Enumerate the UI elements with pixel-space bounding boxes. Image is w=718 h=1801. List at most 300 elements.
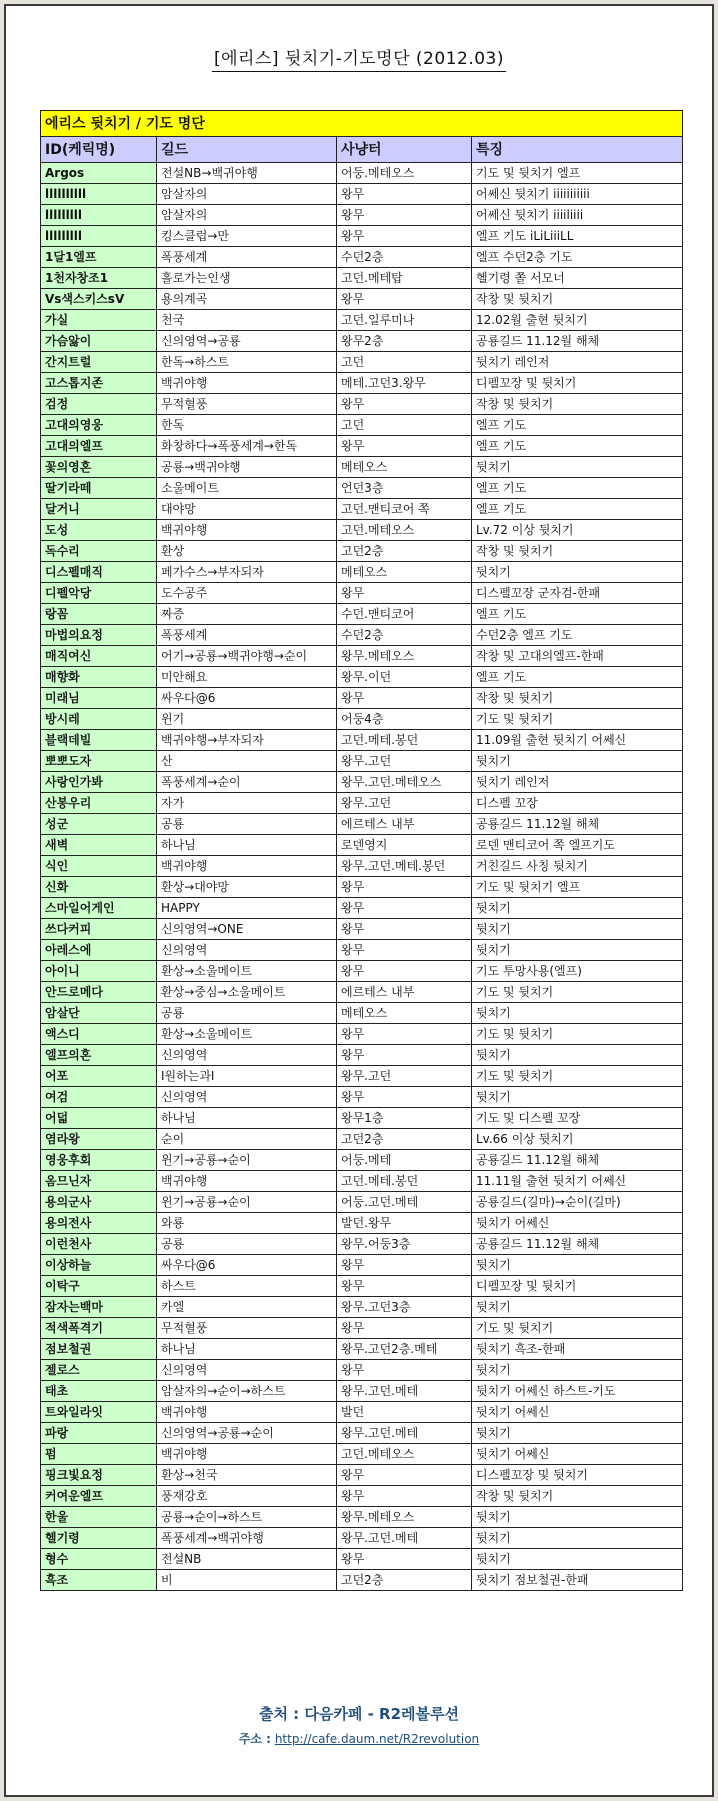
cell-guild: 환상→대야망: [157, 877, 337, 898]
table-row: [41, 520, 683, 541]
table-row: [41, 1234, 683, 1255]
address-line: [6, 1730, 712, 1747]
table-row: [41, 457, 683, 478]
cell-guild: 백귀야행: [157, 856, 337, 877]
table-row: [41, 1129, 683, 1150]
cell-id: 고대의엘프: [41, 436, 157, 457]
cell-id: lllllllll: [41, 226, 157, 247]
cell-id: 엘프의혼: [41, 1045, 157, 1066]
cell-id: 헬기령: [41, 1528, 157, 1549]
table-row: [41, 730, 683, 751]
table-row: [41, 247, 683, 268]
cell-id: 가슴앓이: [41, 331, 157, 352]
table-row: [41, 478, 683, 499]
table-row: [41, 1003, 683, 1024]
cell-hunting-ground: 왕무: [337, 1024, 472, 1045]
cell-feature: 뒷치기: [472, 1003, 683, 1024]
cell-id: 디스펠매직: [41, 562, 157, 583]
table-banner: 에리스 뒷치기 / 기도 명단: [41, 111, 683, 137]
cell-hunting-ground: 왕무.이던: [337, 667, 472, 688]
table-row: [41, 352, 683, 373]
cell-guild: 암살자의: [157, 184, 337, 205]
cell-feature: 엘프 기도: [472, 478, 683, 499]
cell-hunting-ground: 고던.메테오스: [337, 520, 472, 541]
cell-guild: 홀로가는인생: [157, 268, 337, 289]
cell-hunting-ground: 수던.맨티코어: [337, 604, 472, 625]
table-row: [41, 625, 683, 646]
table-row: [41, 814, 683, 835]
cell-hunting-ground: 왕무: [337, 205, 472, 226]
cell-id: 흑조: [41, 1570, 157, 1591]
cell-guild: 전설NB→백귀야행: [157, 163, 337, 184]
cell-id: 독수리: [41, 541, 157, 562]
table-row: [41, 184, 683, 205]
cell-guild: 미안해요: [157, 667, 337, 688]
cell-feature: 뒷치기: [472, 1087, 683, 1108]
cell-id: 달거니: [41, 499, 157, 520]
table-row: [41, 646, 683, 667]
table-row: [41, 856, 683, 877]
cell-feature: 작창 및 뒷치기: [472, 688, 683, 709]
cell-id: 암살단: [41, 1003, 157, 1024]
cell-guild: 공룡→순이→하스트: [157, 1507, 337, 1528]
cell-id: 안드로메다: [41, 982, 157, 1003]
cell-hunting-ground: 왕무: [337, 898, 472, 919]
table-row: [41, 310, 683, 331]
cell-hunting-ground: 왕무: [337, 919, 472, 940]
cell-hunting-ground: 왕무: [337, 1549, 472, 1570]
table-row: [41, 793, 683, 814]
cell-id: 옴므닌자: [41, 1171, 157, 1192]
cell-guild: 킹스클럽→만: [157, 226, 337, 247]
cell-guild: 하나님: [157, 1108, 337, 1129]
cell-hunting-ground: 고던2층: [337, 1570, 472, 1591]
cell-hunting-ground: 고던.일루미나: [337, 310, 472, 331]
cell-feature: 디펠꼬장 및 뒷치기: [472, 373, 683, 394]
cell-hunting-ground: 왕무: [337, 436, 472, 457]
cell-guild: 천국: [157, 310, 337, 331]
cell-hunting-ground: 왕무.고던.메테오스: [337, 772, 472, 793]
cell-guild: 윈기: [157, 709, 337, 730]
cell-feature: 엘프 기도: [472, 604, 683, 625]
cell-id: 사랑인가봐: [41, 772, 157, 793]
cell-guild: 백귀야행: [157, 1444, 337, 1465]
cell-id: 1천자창조1: [41, 268, 157, 289]
table-row: [41, 226, 683, 247]
cell-feature: 엘프 기도: [472, 415, 683, 436]
cell-id: 영웅후회: [41, 1150, 157, 1171]
table-row: [41, 1402, 683, 1423]
cell-feature: 기도 및 디스펠 꼬장: [472, 1108, 683, 1129]
cell-guild: 신의영역: [157, 1045, 337, 1066]
source-credit: 출처 : 다음카페 - R2레볼루션: [258, 1705, 459, 1723]
cell-id: 꽃의영혼: [41, 457, 157, 478]
cell-guild: 윈기→공룡→순이: [157, 1150, 337, 1171]
cell-feature: 헬기령 쫄 서모너: [472, 268, 683, 289]
table-row: [41, 163, 683, 184]
table-row: [41, 1570, 683, 1591]
cell-feature: 뒷치기 흑조-한패: [472, 1339, 683, 1360]
cell-hunting-ground: 왕무: [337, 1318, 472, 1339]
cell-id: 고대의영웅: [41, 415, 157, 436]
table-row: [41, 1024, 683, 1045]
cell-guild: 비: [157, 1570, 337, 1591]
cell-guild: 페가수스→부자되자: [157, 562, 337, 583]
cell-guild: 신의영역→ONE: [157, 919, 337, 940]
cell-guild: 공룡: [157, 1003, 337, 1024]
cell-feature: 어쎄신 뒷치기 iiiiiiiiiii: [472, 184, 683, 205]
cell-hunting-ground: 고던: [337, 415, 472, 436]
cell-id: 여검: [41, 1087, 157, 1108]
cell-id: 트와일라잇: [41, 1402, 157, 1423]
table-row: [41, 268, 683, 289]
cell-feature: 어쎄신 뒷치기 iiiiliiii: [472, 205, 683, 226]
table-row: [41, 583, 683, 604]
cell-guild: 암살자의→순이→하스트: [157, 1381, 337, 1402]
cell-id: 형수: [41, 1549, 157, 1570]
cell-hunting-ground: 왕무.메테오스: [337, 646, 472, 667]
cell-hunting-ground: 왕무: [337, 877, 472, 898]
table-row: [41, 1045, 683, 1066]
cell-feature: 11.09월 출현 뒷치기 어쎄신: [472, 730, 683, 751]
cell-feature: 12.02월 출현 뒷치기: [472, 310, 683, 331]
cell-id: 도성: [41, 520, 157, 541]
cell-id: 이상하늘: [41, 1255, 157, 1276]
cell-id: 적색폭격기: [41, 1318, 157, 1339]
cell-hunting-ground: 발던.왕무: [337, 1213, 472, 1234]
table-row: [41, 436, 683, 457]
cell-feature: Lv.66 이상 뒷치기: [472, 1129, 683, 1150]
cell-id: 1달1엘프: [41, 247, 157, 268]
cell-feature: 뒷치기: [472, 940, 683, 961]
cell-guild: HAPPY: [157, 898, 337, 919]
cell-id: Argos: [41, 163, 157, 184]
header-feature: 특징: [472, 137, 683, 163]
cell-guild: 백귀야행→부자되자: [157, 730, 337, 751]
cell-id: 식인: [41, 856, 157, 877]
cell-guild: 환상→소울메이트: [157, 961, 337, 982]
cell-hunting-ground: 고던2층: [337, 1129, 472, 1150]
cell-id: 잠자는백마: [41, 1297, 157, 1318]
cell-hunting-ground: 왕무: [337, 1360, 472, 1381]
cell-feature: 뒷치기: [472, 898, 683, 919]
cell-hunting-ground: 왕무.고던: [337, 1066, 472, 1087]
cell-feature: 뒷치기: [472, 1549, 683, 1570]
cell-guild: 소울메이트: [157, 478, 337, 499]
cell-guild: 신의영역: [157, 1087, 337, 1108]
cell-guild: 도수공주: [157, 583, 337, 604]
cell-guild: 폭풍세계→백귀야행: [157, 1528, 337, 1549]
cell-id: 염라왕: [41, 1129, 157, 1150]
cell-feature: 엘프 수던2층 기도: [472, 247, 683, 268]
cell-hunting-ground: 왕무: [337, 289, 472, 310]
cell-id: 디펠악당: [41, 583, 157, 604]
table-row: [41, 499, 683, 520]
cell-hunting-ground: 메테오스: [337, 1003, 472, 1024]
cell-id: 한울: [41, 1507, 157, 1528]
cell-feature: 디스펠꼬장 및 뒷치기: [472, 1465, 683, 1486]
cell-guild: 공룡: [157, 814, 337, 835]
cell-feature: 수던2층 엘프 기도: [472, 625, 683, 646]
cell-hunting-ground: 고던.메테탑: [337, 268, 472, 289]
cell-feature: 엘프 기도: [472, 436, 683, 457]
cell-hunting-ground: 고던2층: [337, 541, 472, 562]
cell-hunting-ground: 왕무: [337, 184, 472, 205]
cell-feature: 기도 및 뒷치기: [472, 709, 683, 730]
cell-hunting-ground: 에르테스 내부: [337, 982, 472, 1003]
cell-feature: 작창 및 뒷치기: [472, 541, 683, 562]
cell-hunting-ground: 왕무: [337, 583, 472, 604]
table-row: [41, 205, 683, 226]
cell-id: 아이니: [41, 961, 157, 982]
cell-guild: 환상→소울메이트: [157, 1024, 337, 1045]
cell-id: 이런천사: [41, 1234, 157, 1255]
cell-feature: 뒷치기 레인저: [472, 352, 683, 373]
cell-id: 고스톱지존: [41, 373, 157, 394]
table-row: [41, 1276, 683, 1297]
cell-id: 스마일어게인: [41, 898, 157, 919]
cell-feature: 뒷치기: [472, 1297, 683, 1318]
cell-guild: 신의영역→공룡: [157, 331, 337, 352]
cell-guild: 하스트: [157, 1276, 337, 1297]
page-title: [에리스] 뒷치기-기도명단 (2012.03): [6, 44, 712, 69]
cell-guild: 화창하다→폭풍세계→한독: [157, 436, 337, 457]
cell-id: llllllllll: [41, 184, 157, 205]
cell-guild: 하나님: [157, 1339, 337, 1360]
cell-feature: 공룡길드 11.12월 해체: [472, 331, 683, 352]
cell-guild: 폭풍세계→순이: [157, 772, 337, 793]
cell-id: 용의전사: [41, 1213, 157, 1234]
cafe-link[interactable]: http://cafe.daum.net/R2revolution: [274, 1732, 480, 1746]
cell-guild: 환상→중심→소울메이트: [157, 982, 337, 1003]
cell-feature: 디펠꼬장 및 뒷치기: [472, 1276, 683, 1297]
cell-feature: 디스펠 꼬장: [472, 793, 683, 814]
table-row: [41, 709, 683, 730]
table-row: [41, 877, 683, 898]
table-row: [41, 751, 683, 772]
cell-hunting-ground: 메테오스: [337, 457, 472, 478]
cell-id: 미래님: [41, 688, 157, 709]
cell-hunting-ground: 고던.메테.봉던: [337, 730, 472, 751]
cell-id: 블랙데빌: [41, 730, 157, 751]
table-row: [41, 1486, 683, 1507]
table-row: [41, 373, 683, 394]
cell-feature: 기도 및 뒷치기: [472, 982, 683, 1003]
table-row: [41, 1549, 683, 1570]
cell-guild: 싸우다@6: [157, 1255, 337, 1276]
cell-hunting-ground: 발던: [337, 1402, 472, 1423]
cell-guild: 신의영역: [157, 940, 337, 961]
cell-guild: 어기→공룡→백귀야행→순이: [157, 646, 337, 667]
cell-feature: 기도 및 뒷치기 엘프: [472, 163, 683, 184]
cell-guild: 공룡→백귀야행: [157, 457, 337, 478]
table-row: [41, 1213, 683, 1234]
cell-feature: 엘프 기도 iLiLiiiLL: [472, 226, 683, 247]
cell-hunting-ground: 왕무.고던.메테: [337, 1381, 472, 1402]
cell-feature: 뒷치기: [472, 1360, 683, 1381]
cell-id: 검정: [41, 394, 157, 415]
cell-hunting-ground: 고던: [337, 352, 472, 373]
cell-id: 커여운엘프: [41, 1486, 157, 1507]
cell-feature: 로덴 맨티코어 쪽 엘프기도: [472, 835, 683, 856]
table-row: [41, 835, 683, 856]
table-row: [41, 940, 683, 961]
cell-feature: 공룡길드 11.12월 해체: [472, 1234, 683, 1255]
cell-id: 파랑: [41, 1423, 157, 1444]
cell-hunting-ground: 왕무2층: [337, 331, 472, 352]
cell-hunting-ground: 왕무.고던.메테: [337, 1528, 472, 1549]
cell-hunting-ground: 왕무: [337, 1276, 472, 1297]
cell-hunting-ground: 수던2층: [337, 625, 472, 646]
cell-feature: 기도 및 뒷치기: [472, 1318, 683, 1339]
cell-guild: 환상→천국: [157, 1465, 337, 1486]
cell-hunting-ground: 왕무.고던2층.메테: [337, 1339, 472, 1360]
cell-guild: 용의계곡: [157, 289, 337, 310]
table-row: [41, 1528, 683, 1549]
table-row: [41, 1318, 683, 1339]
cell-guild: 카엘: [157, 1297, 337, 1318]
table-row: [41, 1150, 683, 1171]
cell-feature: 기도 및 뒷치기 엘프: [472, 877, 683, 898]
cell-id: 신화: [41, 877, 157, 898]
cell-id: 점보철권: [41, 1339, 157, 1360]
table-row: [41, 1507, 683, 1528]
cell-id: 딸기라떼: [41, 478, 157, 499]
cell-feature: 기도 투망사용(엘프): [472, 961, 683, 982]
table-row: [41, 1066, 683, 1087]
cell-id: 간지트럴: [41, 352, 157, 373]
cell-hunting-ground: 왕무: [337, 1465, 472, 1486]
cell-guild: 암살자의: [157, 205, 337, 226]
cell-guild: 하나님: [157, 835, 337, 856]
cell-hunting-ground: 고던.메테.봉던: [337, 1171, 472, 1192]
cell-guild: 무적혈풍: [157, 1318, 337, 1339]
cell-hunting-ground: 왕무: [337, 1045, 472, 1066]
cell-id: Vs색스키스sV: [41, 289, 157, 310]
table-banner-row: [41, 111, 683, 137]
cell-id: 가실: [41, 310, 157, 331]
cell-id: 뽀뽀도자: [41, 751, 157, 772]
cell-hunting-ground: 어둥.고던.메테: [337, 1192, 472, 1213]
cell-id: 펌: [41, 1444, 157, 1465]
table-row: [41, 541, 683, 562]
cell-guild: 백귀야행: [157, 1402, 337, 1423]
cell-hunting-ground: 왕무: [337, 1486, 472, 1507]
table-row: [41, 961, 683, 982]
table-row: [41, 688, 683, 709]
table-row: [41, 772, 683, 793]
table-row: [41, 1444, 683, 1465]
table-row: [41, 898, 683, 919]
cell-guild: 환상: [157, 541, 337, 562]
cell-hunting-ground: 어둥.메테오스: [337, 163, 472, 184]
cell-hunting-ground: 왕무: [337, 394, 472, 415]
cell-hunting-ground: 왕무.고던: [337, 751, 472, 772]
table-row: [41, 331, 683, 352]
cell-id: 태초: [41, 1381, 157, 1402]
cell-hunting-ground: 왕무.메테오스: [337, 1507, 472, 1528]
cell-hunting-ground: 왕무: [337, 961, 472, 982]
cell-hunting-ground: 메테.고던3.왕무: [337, 373, 472, 394]
cell-id: 젤로스: [41, 1360, 157, 1381]
cell-guild: 대야망: [157, 499, 337, 520]
cell-hunting-ground: 메테오스: [337, 562, 472, 583]
header-hunting-ground: 사냥터: [337, 137, 472, 163]
cell-feature: 엘프 기도: [472, 667, 683, 688]
cell-guild: 한독: [157, 415, 337, 436]
guild-list-table: [40, 110, 683, 1591]
table-row: [41, 1339, 683, 1360]
cell-id: 이탁구: [41, 1276, 157, 1297]
cell-guild: 신의영역→공룡→순이: [157, 1423, 337, 1444]
cell-hunting-ground: 왕무: [337, 226, 472, 247]
cell-feature: 뒷치기: [472, 1045, 683, 1066]
cell-hunting-ground: 왕무.어둥3층: [337, 1234, 472, 1255]
cell-feature: 작창 및 뒷치기: [472, 289, 683, 310]
table-row: [41, 667, 683, 688]
table-header-row: [41, 137, 683, 163]
table-row: [41, 415, 683, 436]
cell-guild: I원하는과I: [157, 1066, 337, 1087]
cell-guild: 폭풍세계: [157, 247, 337, 268]
cell-id: 매직여신: [41, 646, 157, 667]
cell-feature: 공룡길드(길마)→순이(길마): [472, 1192, 683, 1213]
cell-id: 산봉우리: [41, 793, 157, 814]
table-row: [41, 982, 683, 1003]
cell-guild: 신의영역: [157, 1360, 337, 1381]
table-row: [41, 1255, 683, 1276]
cell-hunting-ground: 왕무: [337, 1087, 472, 1108]
cell-feature: 뒷치기: [472, 1507, 683, 1528]
cell-feature: 뒷치기 어쎄신 하스트-기도: [472, 1381, 683, 1402]
cell-feature: 뒷치기 어쎄신: [472, 1213, 683, 1234]
cell-id: 랑꼼: [41, 604, 157, 625]
cell-guild: 백귀야행: [157, 1171, 337, 1192]
table-row: [41, 1087, 683, 1108]
cell-feature: 뒷치기 점보철권-한패: [472, 1570, 683, 1591]
cell-hunting-ground: 수던2층: [337, 247, 472, 268]
header-id: ID(케릭명): [41, 137, 157, 163]
cell-hunting-ground: 왕무: [337, 1255, 472, 1276]
table-body: [41, 163, 683, 1591]
cell-feature: 뒷치기: [472, 562, 683, 583]
header-guild: 길드: [157, 137, 337, 163]
cell-id: 새벽: [41, 835, 157, 856]
cell-feature: 공룡길드 11.12월 해체: [472, 814, 683, 835]
cell-feature: 거친길드 사칭 뒷치기: [472, 856, 683, 877]
cell-feature: 뒷치기 레인저: [472, 772, 683, 793]
cell-guild: 풍재강호: [157, 1486, 337, 1507]
cell-feature: 11.11월 출현 뒷치기 어쎄신: [472, 1171, 683, 1192]
cell-feature: 뒷치기: [472, 751, 683, 772]
cell-feature: 뒷치기 어쎄신: [472, 1444, 683, 1465]
cell-id: 어포: [41, 1066, 157, 1087]
cell-id: 성군: [41, 814, 157, 835]
cell-guild: 백귀야행: [157, 373, 337, 394]
page-frame: [4, 4, 714, 1797]
table-row: [41, 562, 683, 583]
cell-feature: 뒷치기 어쎄신: [472, 1402, 683, 1423]
cell-id: 마법의요정: [41, 625, 157, 646]
table-row: [41, 1171, 683, 1192]
table-row: [41, 1360, 683, 1381]
table-row: [41, 1465, 683, 1486]
cell-hunting-ground: 로덴영지: [337, 835, 472, 856]
cell-feature: 뒷치기: [472, 919, 683, 940]
cell-guild: 순이: [157, 1129, 337, 1150]
cell-guild: 짜증: [157, 604, 337, 625]
cell-feature: 작창 및 고대의엘프-한패: [472, 646, 683, 667]
